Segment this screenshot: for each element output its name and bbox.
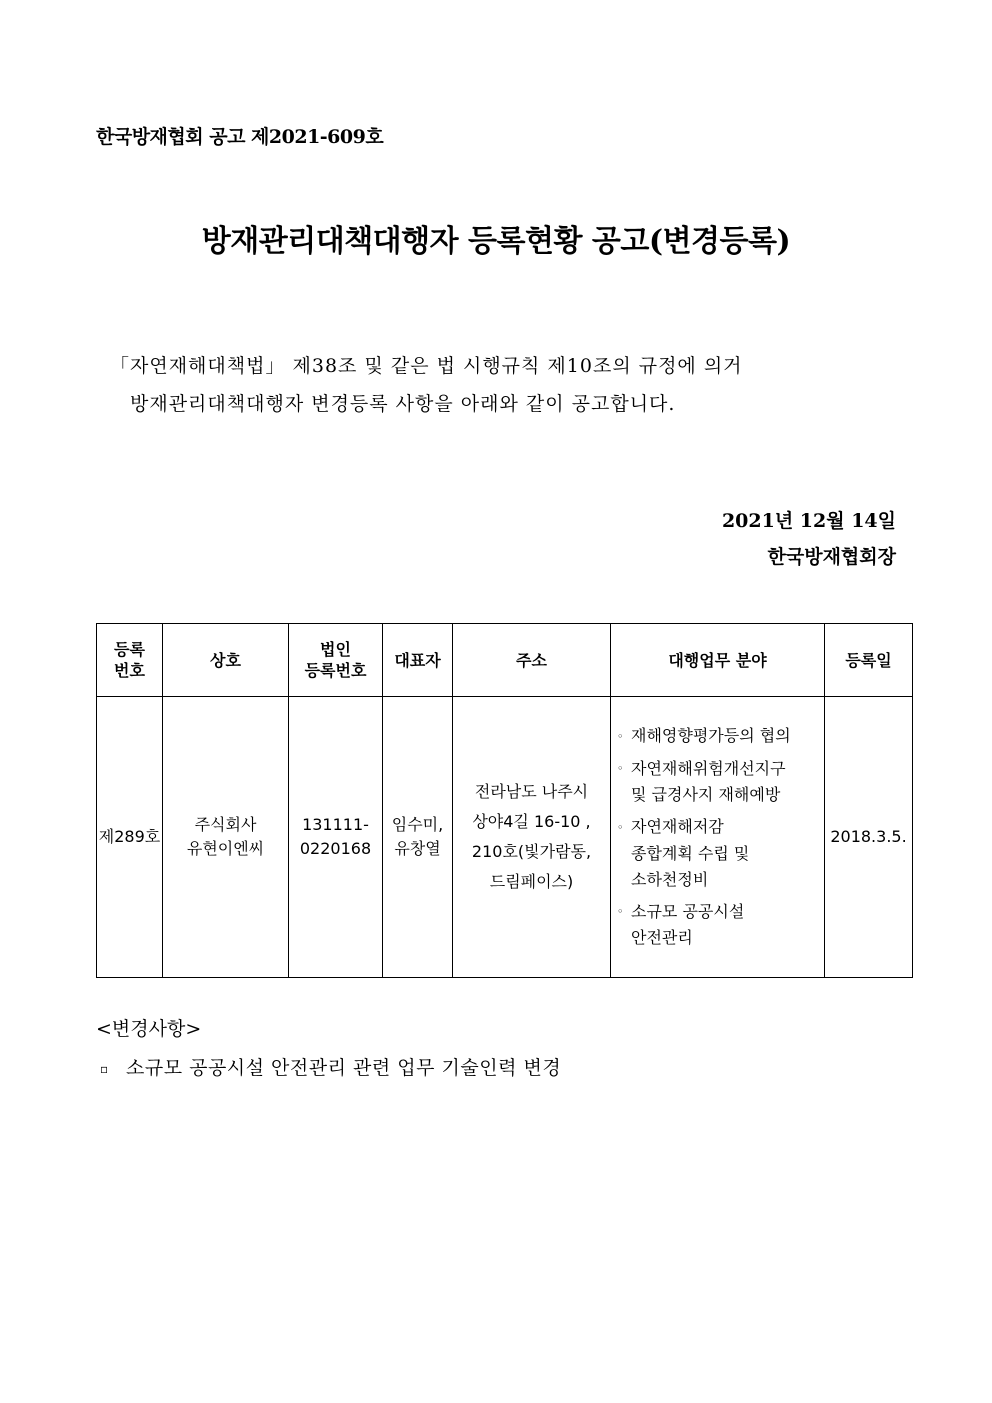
field-2-text-line2: 및 급경사지 재해예방 bbox=[631, 785, 781, 804]
changes-heading: <변경사항> bbox=[96, 1018, 202, 1040]
field-1-text: 재해영향평가등의 협의 bbox=[631, 726, 791, 745]
field-item bbox=[617, 723, 824, 750]
field-item bbox=[617, 756, 824, 809]
table-row bbox=[97, 697, 913, 978]
cell-fields bbox=[611, 697, 825, 978]
representative-line2: 유창열 bbox=[394, 839, 441, 858]
header-fields: 대행업무 분야 bbox=[611, 624, 825, 697]
field-3-text-line1: 자연재해저감 bbox=[631, 817, 724, 836]
header-reg-date: 등록일 bbox=[825, 624, 913, 697]
cell-corp-no bbox=[289, 697, 383, 978]
address-line3: 210호(빛가람동, bbox=[471, 842, 592, 861]
document-title: 방재관리대책대행자 등록현황 공고(변경등록) bbox=[201, 224, 791, 259]
square-bullet-icon: ▫ bbox=[100, 1062, 109, 1076]
header-corp-no bbox=[289, 624, 383, 697]
cell-address bbox=[453, 697, 611, 978]
header-reg-no-line2: 번호 bbox=[114, 661, 145, 680]
changes-item bbox=[100, 1053, 561, 1080]
bullet-icon: ◦ bbox=[617, 762, 624, 775]
intro-paragraph bbox=[110, 347, 900, 423]
cell-reg-no: 제289호 bbox=[97, 697, 163, 978]
corp-no-line1: 131111- bbox=[302, 815, 369, 834]
field-3-text-line3: 소하천정비 bbox=[631, 869, 709, 889]
table-header-row bbox=[97, 624, 913, 697]
cell-company bbox=[163, 697, 289, 978]
notice-number: 한국방재협회 공고 제2021-609호 bbox=[96, 126, 384, 148]
company-line2: 유현이엔씨 bbox=[186, 839, 265, 858]
header-corp-no-line2: 등록번호 bbox=[304, 661, 367, 680]
header-corp-no-line1: 법인 bbox=[320, 640, 351, 659]
address-line4: 드림페이스) bbox=[489, 872, 574, 891]
representative-line1: 임수미, bbox=[391, 815, 444, 834]
header-reg-no bbox=[97, 624, 163, 697]
address-line1: 전라남도 나주시 bbox=[474, 782, 589, 801]
registration-table bbox=[96, 623, 913, 978]
company-line1: 주식회사 bbox=[194, 815, 257, 834]
field-4-text-line2: 안전관리 bbox=[631, 928, 693, 947]
intro-line-1: 「자연재해대책법」 제38조 및 같은 법 시행규칙 제10조의 규정에 의거 bbox=[110, 355, 743, 377]
notice-date: 2021년 12월 14일 bbox=[721, 510, 896, 532]
address-line2: 상야4길 16-10 , bbox=[472, 812, 591, 831]
changes-item-text: 소규모 공공시설 안전관리 관련 업무 기술인력 변경 bbox=[126, 1057, 562, 1079]
field-2-text-line1: 자연재해위험개선지구 bbox=[631, 758, 786, 778]
field-4-text-line1: 소규모 공공시설 bbox=[631, 901, 745, 921]
cell-reg-date: 2018.3.5. bbox=[825, 697, 913, 978]
header-company: 상호 bbox=[163, 624, 289, 697]
header-representative: 대표자 bbox=[383, 624, 453, 697]
bullet-icon: ◦ bbox=[617, 820, 624, 834]
header-reg-no-line1: 등록 bbox=[114, 640, 145, 659]
field-item bbox=[617, 899, 824, 952]
corp-no-line2: 0220168 bbox=[299, 839, 372, 858]
bullet-icon: ◦ bbox=[617, 905, 624, 918]
issuer-name: 한국방재협회장 bbox=[767, 546, 896, 568]
field-item bbox=[617, 814, 824, 893]
cell-representative bbox=[383, 697, 453, 978]
intro-line-2: 방재관리대책대행자 변경등록 사항을 아래와 같이 공고합니다. bbox=[130, 393, 676, 415]
field-3-text-line2: 종합계획 수립 및 bbox=[631, 843, 750, 863]
header-address: 주소 bbox=[453, 624, 611, 697]
bullet-icon: ◦ bbox=[617, 729, 624, 743]
